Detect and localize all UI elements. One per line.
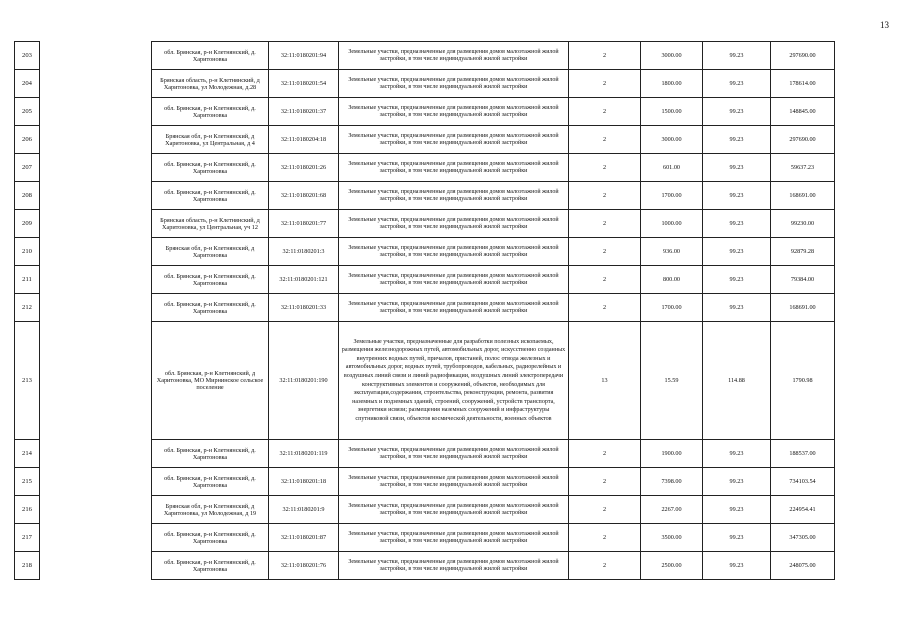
table-row bbox=[15, 98, 891, 126]
column-gap bbox=[40, 210, 152, 238]
area-cell: 1500.00 bbox=[641, 98, 703, 126]
table-body bbox=[15, 42, 891, 580]
table-row bbox=[15, 552, 891, 580]
cadastral-value-cell: 59637.23 bbox=[771, 154, 835, 182]
area-cell: 936.00 bbox=[641, 238, 703, 266]
category-code-cell: 2 bbox=[569, 552, 641, 580]
category-code-cell: 2 bbox=[569, 126, 641, 154]
address-cell: Брянская область, р-н Клетнянский, д Харитоновка, ул Молодежная, д.28 bbox=[152, 70, 269, 98]
row-number-cell: 212 bbox=[15, 294, 40, 322]
area-cell: 1700.00 bbox=[641, 294, 703, 322]
category-code-cell: 2 bbox=[569, 182, 641, 210]
land-use-cell: Земельные участки, предназначенные для размещения домов малоэтажной жилой застройки, в том числе индивидуальной жилой застройки bbox=[339, 496, 569, 524]
cadastral-number-cell: 32:11:0180201:33 bbox=[269, 294, 339, 322]
row-number-cell: 206 bbox=[15, 126, 40, 154]
address-cell: обл. Брянская, р-н Клетнянский, д. Харитоновка bbox=[152, 154, 269, 182]
area-cell: 2500.00 bbox=[641, 552, 703, 580]
column-gap bbox=[40, 154, 152, 182]
land-use-cell: Земельные участки, предназначенные для размещения домов малоэтажной жилой застройки, в том числе индивидуальной жилой застройки bbox=[339, 238, 569, 266]
rate-cell: 99.23 bbox=[703, 496, 771, 524]
category-code-cell: 2 bbox=[569, 42, 641, 70]
cadastral-value-cell: 224954.41 bbox=[771, 496, 835, 524]
cadastral-value-cell: 734103.54 bbox=[771, 468, 835, 496]
rate-cell: 114.88 bbox=[703, 322, 771, 440]
rate-cell: 99.23 bbox=[703, 182, 771, 210]
cadastral-number-cell: 32:11:0180201:68 bbox=[269, 182, 339, 210]
address-cell: Брянская обл, р-н Клетнянский, д Харитоновка bbox=[152, 238, 269, 266]
table-row bbox=[15, 42, 891, 70]
area-cell: 3000.00 bbox=[641, 126, 703, 154]
land-use-cell: Земельные участки, предназначенные для размещения домов малоэтажной жилой застройки, в том числе индивидуальной жилой застройки bbox=[339, 210, 569, 238]
table-row bbox=[15, 238, 891, 266]
row-number-cell: 207 bbox=[15, 154, 40, 182]
address-cell: обл. Брянская, р-н Клетнянский, д. Харитоновка bbox=[152, 294, 269, 322]
cadastral-number-cell: 32:11:0180201:9 bbox=[269, 496, 339, 524]
table-row bbox=[15, 182, 891, 210]
area-cell: 1900.00 bbox=[641, 440, 703, 468]
cadastral-number-cell: 32:11:0180201:94 bbox=[269, 42, 339, 70]
table-row bbox=[15, 468, 891, 496]
land-use-cell: Земельные участки, предназначенные для размещения домов малоэтажной жилой застройки, в том числе индивидуальной жилой застройки bbox=[339, 266, 569, 294]
area-cell: 3000.00 bbox=[641, 42, 703, 70]
column-gap bbox=[40, 266, 152, 294]
column-gap bbox=[40, 552, 152, 580]
area-cell: 601.00 bbox=[641, 154, 703, 182]
cadastral-number-cell: 32:11:0180201:87 bbox=[269, 524, 339, 552]
cadastral-value-cell: 248075.00 bbox=[771, 552, 835, 580]
rate-cell: 99.23 bbox=[703, 238, 771, 266]
address-cell: обл. Брянская, р-н Клетнянский, д. Харитоновка bbox=[152, 440, 269, 468]
address-cell: Брянская обл, р-н Клетнянский, д Харитоновка, ул Молодежная, д 19 bbox=[152, 496, 269, 524]
address-cell: обл. Брянская, р-н Клетнянский, д. Харитоновка bbox=[152, 98, 269, 126]
cadastral-value-cell: 188537.00 bbox=[771, 440, 835, 468]
category-code-cell: 2 bbox=[569, 70, 641, 98]
rate-cell: 99.23 bbox=[703, 294, 771, 322]
column-gap bbox=[40, 322, 152, 440]
table-row bbox=[15, 524, 891, 552]
cadastral-value-cell: 79384.00 bbox=[771, 266, 835, 294]
land-use-cell: Земельные участки, предназначенные для размещения домов малоэтажной жилой застройки, в том числе индивидуальной жилой застройки bbox=[339, 126, 569, 154]
column-gap bbox=[40, 98, 152, 126]
area-cell: 3500.00 bbox=[641, 524, 703, 552]
table-row bbox=[15, 496, 891, 524]
address-cell: обл. Брянская, р-н Клетнянский, д. Харитоновка bbox=[152, 524, 269, 552]
column-gap bbox=[40, 42, 152, 70]
address-cell: обл. Брянская, р-н Клетнянский, д. Харитоновка bbox=[152, 468, 269, 496]
column-gap bbox=[40, 294, 152, 322]
column-gap bbox=[40, 238, 152, 266]
cadastral-value-cell: 297690.00 bbox=[771, 126, 835, 154]
cadastral-number-cell: 32:11:0180201:54 bbox=[269, 70, 339, 98]
address-cell: обл. Брянская, р-н Клетнянский, д Харитоновка, МО Мирнинское сельское поселение bbox=[152, 322, 269, 440]
category-code-cell: 2 bbox=[569, 266, 641, 294]
row-number-cell: 216 bbox=[15, 496, 40, 524]
land-use-cell: Земельные участки, предназначенные для размещения домов малоэтажной жилой застройки, в том числе индивидуальной жилой застройки bbox=[339, 468, 569, 496]
rate-cell: 99.23 bbox=[703, 154, 771, 182]
cadastral-value-cell: 168691.00 bbox=[771, 294, 835, 322]
category-code-cell: 2 bbox=[569, 294, 641, 322]
rate-cell: 99.23 bbox=[703, 210, 771, 238]
area-cell: 7398.00 bbox=[641, 468, 703, 496]
cadastral-value-cell: 148845.00 bbox=[771, 98, 835, 126]
page-number: 13 bbox=[880, 20, 889, 30]
rate-cell: 99.23 bbox=[703, 440, 771, 468]
cadastral-number-cell: 32:11:0180201:77 bbox=[269, 210, 339, 238]
rate-cell: 99.23 bbox=[703, 468, 771, 496]
area-cell: 1700.00 bbox=[641, 182, 703, 210]
land-use-cell: Земельные участки, предназначенные для размещения домов малоэтажной жилой застройки, в том числе индивидуальной жилой застройки bbox=[339, 294, 569, 322]
table-row bbox=[15, 210, 891, 238]
table-row bbox=[15, 70, 891, 98]
row-number-cell: 208 bbox=[15, 182, 40, 210]
address-cell: обл. Брянская, р-н Клетнянский, д. Харитоновка bbox=[152, 266, 269, 294]
land-use-cell: Земельные участки, предназначенные для размещения домов малоэтажной жилой застройки, в том числе индивидуальной жилой застройки bbox=[339, 524, 569, 552]
address-cell: обл. Брянская, р-н Клетнянский, д. Харитоновка bbox=[152, 182, 269, 210]
cadastral-value-cell: 178614.00 bbox=[771, 70, 835, 98]
column-gap bbox=[40, 496, 152, 524]
cadastral-value-cell: 92879.28 bbox=[771, 238, 835, 266]
column-gap bbox=[40, 126, 152, 154]
cadastral-number-cell: 32:11:0180201:119 bbox=[269, 440, 339, 468]
address-cell: обл. Брянская, р-н Клетнянский, д. Харитоновка bbox=[152, 42, 269, 70]
land-use-cell: Земельные участки, предназначенные для размещения домов малоэтажной жилой застройки, в том числе индивидуальной жилой застройки bbox=[339, 552, 569, 580]
land-use-cell: Земельные участки, предназначенные для размещения домов малоэтажной жилой застройки, в том числе индивидуальной жилой застройки bbox=[339, 440, 569, 468]
land-use-cell: Земельные участки, предназначенные для размещения домов малоэтажной жилой застройки, в том числе индивидуальной жилой застройки bbox=[339, 42, 569, 70]
table-row bbox=[15, 322, 891, 440]
row-number-cell: 217 bbox=[15, 524, 40, 552]
row-number-cell: 214 bbox=[15, 440, 40, 468]
rate-cell: 99.23 bbox=[703, 98, 771, 126]
rate-cell: 99.23 bbox=[703, 524, 771, 552]
category-code-cell: 2 bbox=[569, 210, 641, 238]
address-cell: Брянская обл, р-н Клетнянский, д Харитоновка, ул Центральная, д 4 bbox=[152, 126, 269, 154]
area-cell: 1000.00 bbox=[641, 210, 703, 238]
cadastral-value-cell: 297690.00 bbox=[771, 42, 835, 70]
land-use-cell: Земельные участки, предназначенные для разработки полезных ископаемых, размещения железнодорожных путей, автомобильных дорог, искусственно созданных внутренних водных путей, причалов, пристаней, полос отвода железных и автомобильных дорог, водных путей, трубопроводов, кабельных, радиорелейных и воздушных линий связи и линий радиофикации, воздушных линий электропередачи конструктивных элементов и сооружений, объектов, необходимых для эксплуатации,содержания, строительства, реконструкции, ремонта, развития наземных и подземных зданий, строений, сооружений, устройств транспорта, энергетики исвязи; размещения наземных сооружений и инфраструктуры спутниковой связи, объектов космической деятельности, военных объектов bbox=[339, 322, 569, 440]
area-cell: 1800.00 bbox=[641, 70, 703, 98]
cadastral-number-cell: 32:11:0180204:18 bbox=[269, 126, 339, 154]
table-row bbox=[15, 440, 891, 468]
table-row bbox=[15, 294, 891, 322]
column-gap bbox=[40, 182, 152, 210]
cadastral-number-cell: 32:11:0180201:26 bbox=[269, 154, 339, 182]
category-code-cell: 2 bbox=[569, 496, 641, 524]
cadastral-number-cell: 32:11:0180201:18 bbox=[269, 468, 339, 496]
category-code-cell: 2 bbox=[569, 154, 641, 182]
address-cell: обл. Брянская, р-н Клетнянский, д. Харитоновка bbox=[152, 552, 269, 580]
cadastral-number-cell: 32:11:0180201:190 bbox=[269, 322, 339, 440]
category-code-cell: 2 bbox=[569, 468, 641, 496]
row-number-cell: 210 bbox=[15, 238, 40, 266]
column-gap bbox=[40, 468, 152, 496]
area-cell: 15.59 bbox=[641, 322, 703, 440]
cadastral-number-cell: 32:11:0180201:76 bbox=[269, 552, 339, 580]
address-cell: Брянская область, р-н Клетнянский, д Харитоновка, ул Центральная, уч 12 bbox=[152, 210, 269, 238]
cadastral-number-cell: 32:11:0180201:37 bbox=[269, 98, 339, 126]
table-row bbox=[15, 266, 891, 294]
land-use-cell: Земельные участки, предназначенные для размещения домов малоэтажной жилой застройки, в том числе индивидуальной жилой застройки bbox=[339, 98, 569, 126]
table-row bbox=[15, 126, 891, 154]
row-number-cell: 215 bbox=[15, 468, 40, 496]
row-number-cell: 213 bbox=[15, 322, 40, 440]
area-cell: 2267.00 bbox=[641, 496, 703, 524]
row-number-cell: 203 bbox=[15, 42, 40, 70]
column-gap bbox=[40, 440, 152, 468]
land-use-cell: Земельные участки, предназначенные для размещения домов малоэтажной жилой застройки, в том числе индивидуальной жилой застройки bbox=[339, 70, 569, 98]
row-number-cell: 204 bbox=[15, 70, 40, 98]
land-parcel-table bbox=[14, 41, 891, 580]
cadastral-value-cell: 1790.98 bbox=[771, 322, 835, 440]
rate-cell: 99.23 bbox=[703, 266, 771, 294]
cadastral-number-cell: 32:11:0180201:3 bbox=[269, 238, 339, 266]
cadastral-value-cell: 168691.00 bbox=[771, 182, 835, 210]
cadastral-value-cell: 347305.00 bbox=[771, 524, 835, 552]
category-code-cell: 2 bbox=[569, 440, 641, 468]
row-number-cell: 218 bbox=[15, 552, 40, 580]
area-cell: 800.00 bbox=[641, 266, 703, 294]
rate-cell: 99.23 bbox=[703, 42, 771, 70]
category-code-cell: 2 bbox=[569, 98, 641, 126]
table-row bbox=[15, 154, 891, 182]
category-code-cell: 2 bbox=[569, 238, 641, 266]
rate-cell: 99.23 bbox=[703, 552, 771, 580]
land-use-cell: Земельные участки, предназначенные для размещения домов малоэтажной жилой застройки, в том числе индивидуальной жилой застройки bbox=[339, 154, 569, 182]
rate-cell: 99.23 bbox=[703, 126, 771, 154]
rate-cell: 99.23 bbox=[703, 70, 771, 98]
cadastral-value-cell: 99230.00 bbox=[771, 210, 835, 238]
cadastral-number-cell: 32:11:0180201:121 bbox=[269, 266, 339, 294]
row-number-cell: 205 bbox=[15, 98, 40, 126]
column-gap bbox=[40, 524, 152, 552]
category-code-cell: 2 bbox=[569, 524, 641, 552]
row-number-cell: 211 bbox=[15, 266, 40, 294]
land-use-cell: Земельные участки, предназначенные для размещения домов малоэтажной жилой застройки, в том числе индивидуальной жилой застройки bbox=[339, 182, 569, 210]
category-code-cell: 13 bbox=[569, 322, 641, 440]
row-number-cell: 209 bbox=[15, 210, 40, 238]
column-gap bbox=[40, 70, 152, 98]
